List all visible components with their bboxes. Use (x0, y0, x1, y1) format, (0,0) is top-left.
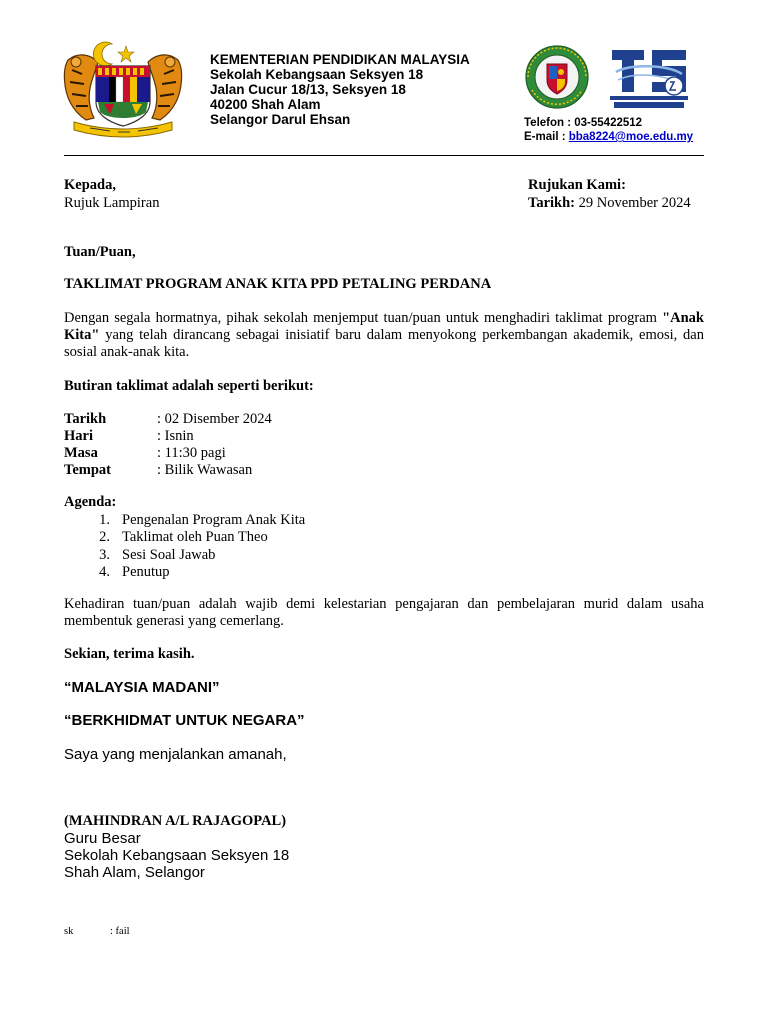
date-label: Tarikh: (528, 195, 576, 211)
email-label: E-mail : (524, 131, 569, 143)
detail-value: : Isnin (157, 428, 194, 444)
agenda-item (64, 547, 305, 564)
school-address-block (210, 52, 470, 127)
state: Selangor Darul Ehsan (210, 112, 351, 127)
signer-title: Guru Besar (64, 830, 141, 847)
detail-key: Tempat (64, 462, 111, 478)
agenda-number: 4. (99, 563, 110, 580)
school-name: Sekolah Kebangsaan Seksyen 18 (210, 67, 424, 82)
agenda-number: 2. (99, 529, 110, 546)
details-heading: Butiran taklimat adalah seperti berikut: (64, 378, 314, 394)
copy-footer (64, 926, 130, 937)
motto-malaysia-madani: “MALAYSIA MADANI” (64, 679, 220, 696)
reference-label: Rujukan Kami: (528, 177, 626, 193)
signer-details (64, 830, 289, 881)
recipient-value: Rujuk Lampiran (64, 195, 160, 211)
detail-key: Hari (64, 428, 93, 444)
detail-value: : 02 Disember 2024 (157, 411, 272, 427)
program-name: "Anak Kita" (64, 310, 704, 343)
trust-line: Saya yang menjalankan amanah, (64, 746, 287, 763)
agenda-text: Sesi Soal Jawab (122, 546, 216, 563)
email-line (524, 130, 693, 144)
attendance-paragraph: Kehadiran tuan/puan adalah wajib demi kelestarian pengajaran dan pembelajaran murid dalam usaha membentuk generasi yang cemerlang. (64, 596, 704, 629)
closing-line: Sekian, terima kasih. (64, 646, 195, 662)
email-link[interactable]: bba8224@moe.edu.my (568, 131, 694, 143)
recipient-block (64, 176, 159, 212)
phone-number: 03-55422512 (574, 117, 643, 129)
detail-row (64, 428, 272, 445)
signer-location: Shah Alam, Selangor (64, 864, 205, 881)
agenda-number: 3. (99, 546, 110, 563)
recipient-label: Kepada, (64, 177, 116, 193)
phone-label: Telefon : (524, 117, 575, 129)
invitation-paragraph (64, 310, 704, 361)
detail-key: Tarikh (64, 411, 107, 427)
postcode-city: 40200 Shah Alam (210, 97, 321, 112)
malaysia-coat-of-arms-icon (60, 40, 186, 140)
invitation-text-start: Dengan segala hormatnya, pihak sekolah menjemput tuan/puan untuk menghadiri taklimat program (64, 310, 663, 326)
detail-value: : Bilik Wawasan (157, 462, 253, 478)
ts25-programme-logo-icon (608, 44, 690, 110)
letterhead-divider (64, 155, 704, 156)
agenda-item (64, 512, 305, 529)
detail-key: Masa (64, 445, 98, 461)
agenda-item (64, 564, 305, 581)
detail-row (64, 411, 272, 428)
agenda-heading: Agenda: (64, 494, 117, 510)
contact-block (524, 116, 693, 144)
invitation-text-end: yang telah dirancang sebagai inisiatif baru dalam menyokong perkembangan akademik, emosi, dan sosial anak-anak kita. (64, 327, 704, 360)
date-line (528, 194, 691, 212)
detail-value: : 11:30 pagi (157, 445, 226, 461)
agenda-text: Taklimat oleh Puan Theo (122, 529, 268, 546)
phone-line (524, 116, 693, 130)
signer-school: Sekolah Kebangsaan Seksyen 18 (64, 847, 290, 864)
detail-row (64, 462, 272, 479)
salutation: Tuan/Puan, (64, 244, 136, 260)
ministry-name: KEMENTERIAN PENDIDIKAN MALAYSIA (210, 52, 470, 67)
agenda-list (64, 512, 305, 581)
footer-value: : fail (110, 926, 130, 937)
signer-name: (MAHINDRAN A/L RAJAGOPAL) (64, 813, 287, 829)
reference-block (528, 176, 691, 212)
date-value: 29 November 2024 (575, 195, 691, 211)
footer-key: sk (64, 926, 74, 937)
agenda-number: 1. (99, 512, 110, 528)
agenda-text: Pengenalan Program Anak Kita (122, 512, 306, 528)
school-crest-icon (518, 44, 596, 110)
street-address: Jalan Cucur 18/13, Seksyen 18 (210, 82, 406, 97)
agenda-text: Penutup (122, 563, 170, 580)
briefing-details (64, 411, 272, 479)
detail-row (64, 445, 272, 462)
motto-berkhidmat: “BERKHIDMAT UNTUK NEGARA” (64, 712, 305, 729)
letter-subject: TAKLIMAT PROGRAM ANAK KITA PPD PETALING PERDANA (64, 276, 492, 292)
agenda-item (64, 529, 305, 546)
